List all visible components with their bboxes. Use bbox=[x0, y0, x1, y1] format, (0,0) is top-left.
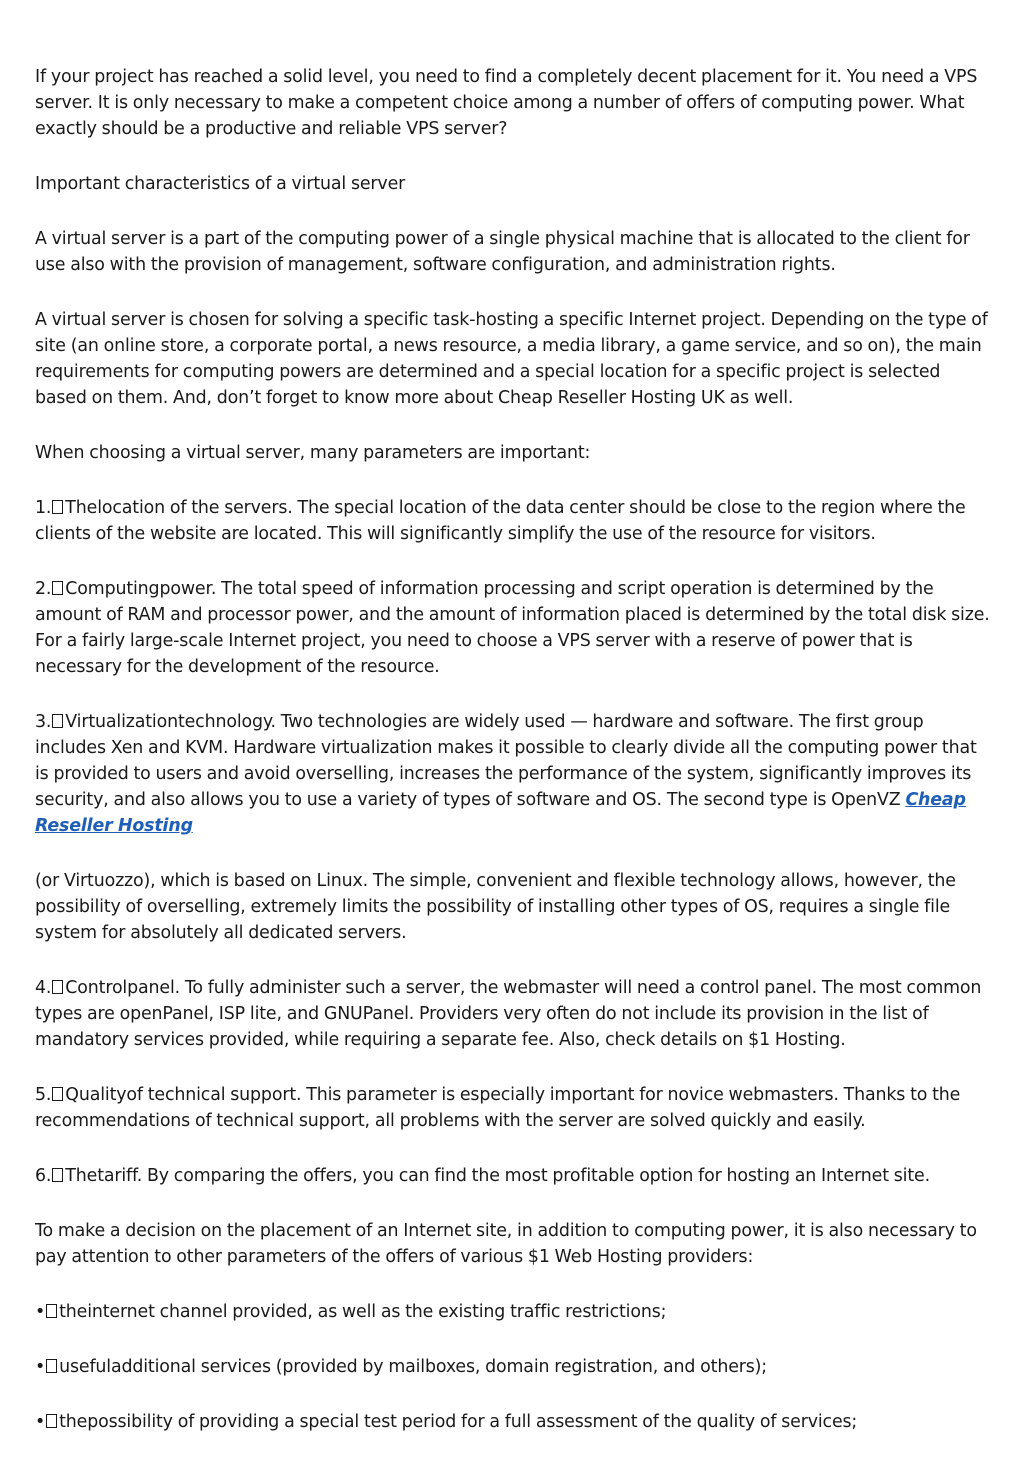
bullet-item-lead: the bbox=[59, 1302, 88, 1322]
missing-glyph-icon bbox=[52, 714, 63, 728]
list-item-lead: The bbox=[65, 1166, 98, 1186]
cheap-reseller-hosting-link[interactable]: Cheap Reseller Hosting bbox=[35, 790, 966, 836]
list-item-text: location of the servers. The special location of the data center should be close to the region where the clients of the website are located. This will significantly simplify the use of the resource for visitors. bbox=[35, 498, 966, 544]
bullet-item-text: internet channel provided, as well as the existing traffic restrictions; bbox=[87, 1302, 667, 1322]
paragraph-virtuozzo: (or Virtuozzo), which is based on Linux. The simple, convenient and flexible technology allows, however, the possibility of overselling, extremely limits the possibility of installing other types of OS, requires a single file system for absolutely all dedicated servers. bbox=[35, 871, 956, 943]
missing-glyph-icon bbox=[52, 500, 63, 514]
list-item-control-panel bbox=[35, 975, 995, 1053]
bullet-item-lead: the bbox=[59, 1412, 88, 1432]
list-item-text: panel. To fully administer such a server, the webmaster will need a control panel. The most common types are openPanel, ISP lite, and GNUPanel. Providers very often do not include its provision in the list of mandatory services provided, while requiring a separate fee. Also, check details on $1 Hosting. bbox=[35, 978, 982, 1050]
bullet-item-test-period bbox=[35, 1409, 995, 1435]
list-number: 5. bbox=[35, 1085, 52, 1105]
paragraph-decision: To make a decision on the placement of an Internet site, in addition to computing power, it is also necessary to pay attention to other parameters of the offers of various $1 Web Hosting providers: bbox=[35, 1221, 977, 1267]
bullet-icon: • bbox=[35, 1302, 46, 1322]
missing-glyph-icon bbox=[52, 1087, 63, 1101]
list-item-virtualization bbox=[35, 709, 995, 839]
list-number: 6. bbox=[35, 1166, 52, 1186]
list-item-lead: Control bbox=[65, 978, 128, 998]
paragraph-parameters-intro: When choosing a virtual server, many parameters are important: bbox=[35, 443, 591, 463]
list-number: 4. bbox=[35, 978, 52, 998]
missing-glyph-icon bbox=[46, 1414, 57, 1428]
list-item-tariff bbox=[35, 1163, 995, 1189]
list-item-location bbox=[35, 495, 995, 547]
list-number: 2. bbox=[35, 579, 52, 599]
bullet-item-services bbox=[35, 1354, 995, 1380]
missing-glyph-icon bbox=[52, 581, 63, 595]
missing-glyph-icon bbox=[52, 980, 63, 994]
document-page bbox=[35, 64, 995, 1464]
missing-glyph-icon bbox=[46, 1304, 57, 1318]
list-item-text: tariff. By comparing the offers, you can find the most profitable option for hosting an Internet site. bbox=[97, 1166, 930, 1186]
bullet-icon: • bbox=[35, 1357, 46, 1377]
list-number: 3. bbox=[35, 712, 52, 732]
list-item-lead: Computing bbox=[65, 579, 160, 599]
list-number: 1. bbox=[35, 498, 52, 518]
paragraph-definition: A virtual server is a part of the computing power of a single physical machine that is allocated to the client for use also with the provision of management, software configuration, and administration rights. bbox=[35, 229, 970, 275]
list-item-support bbox=[35, 1082, 995, 1134]
list-item-text: of technical support. This parameter is especially important for novice webmasters. Thanks to the recommendations of technical support, all problems with the server are solved quickly and easily. bbox=[35, 1085, 961, 1131]
section-heading: Important characteristics of a virtual server bbox=[35, 174, 406, 194]
list-item-computing bbox=[35, 576, 995, 680]
bullet-item-text: additional services (provided by mailboxes, domain registration, and others); bbox=[110, 1357, 768, 1377]
list-item-lead: Quality bbox=[65, 1085, 127, 1105]
list-item-text: power. The total speed of information processing and script operation is determined by the amount of RAM and processor power, and the amount of information placed is determined by the total disk size. For a fairly large-scale Internet project, you need to choose a VPS server with a reserve of power that is necessary for the development of the resource. bbox=[35, 579, 990, 677]
list-item-lead: The bbox=[65, 498, 98, 518]
bullet-icon: • bbox=[35, 1412, 46, 1432]
missing-glyph-icon bbox=[46, 1359, 57, 1373]
paragraph-selection: A virtual server is chosen for solving a specific task-hosting a specific Internet project. Depending on the type of site (an online store, a corporate portal, a news resource, a media library, a game service, and so on), the main requirements for computing powers are determined and a special location for a specific project is selected based on them. And, don’t forget to know more about Cheap Reseller Hosting UK as well. bbox=[35, 310, 988, 408]
list-item-text: technology. Two technologies are widely used — hardware and software. The first group includes Xen and KVM. Hardware virtualization makes it possible to clearly divide all the computing power that is provided to users and avoid overselling, increases the performance of the system, significantly improves its security, and also allows you to use a variety of types of software and OS. The second type is OpenVZ bbox=[35, 712, 977, 810]
missing-glyph-icon bbox=[52, 1168, 63, 1182]
bullet-item-text: possibility of providing a special test period for a full assessment of the quality of services; bbox=[87, 1412, 858, 1432]
list-item-lead: Virtualization bbox=[65, 712, 178, 732]
bullet-item-lead: useful bbox=[59, 1357, 111, 1377]
paragraph-intro: If your project has reached a solid level, you need to find a completely decent placement for it. You need a VPS server. It is only necessary to make a competent choice among a number of offers of computing power. What exactly should be a productive and reliable VPS server? bbox=[35, 67, 978, 139]
bullet-item-channel bbox=[35, 1299, 995, 1325]
